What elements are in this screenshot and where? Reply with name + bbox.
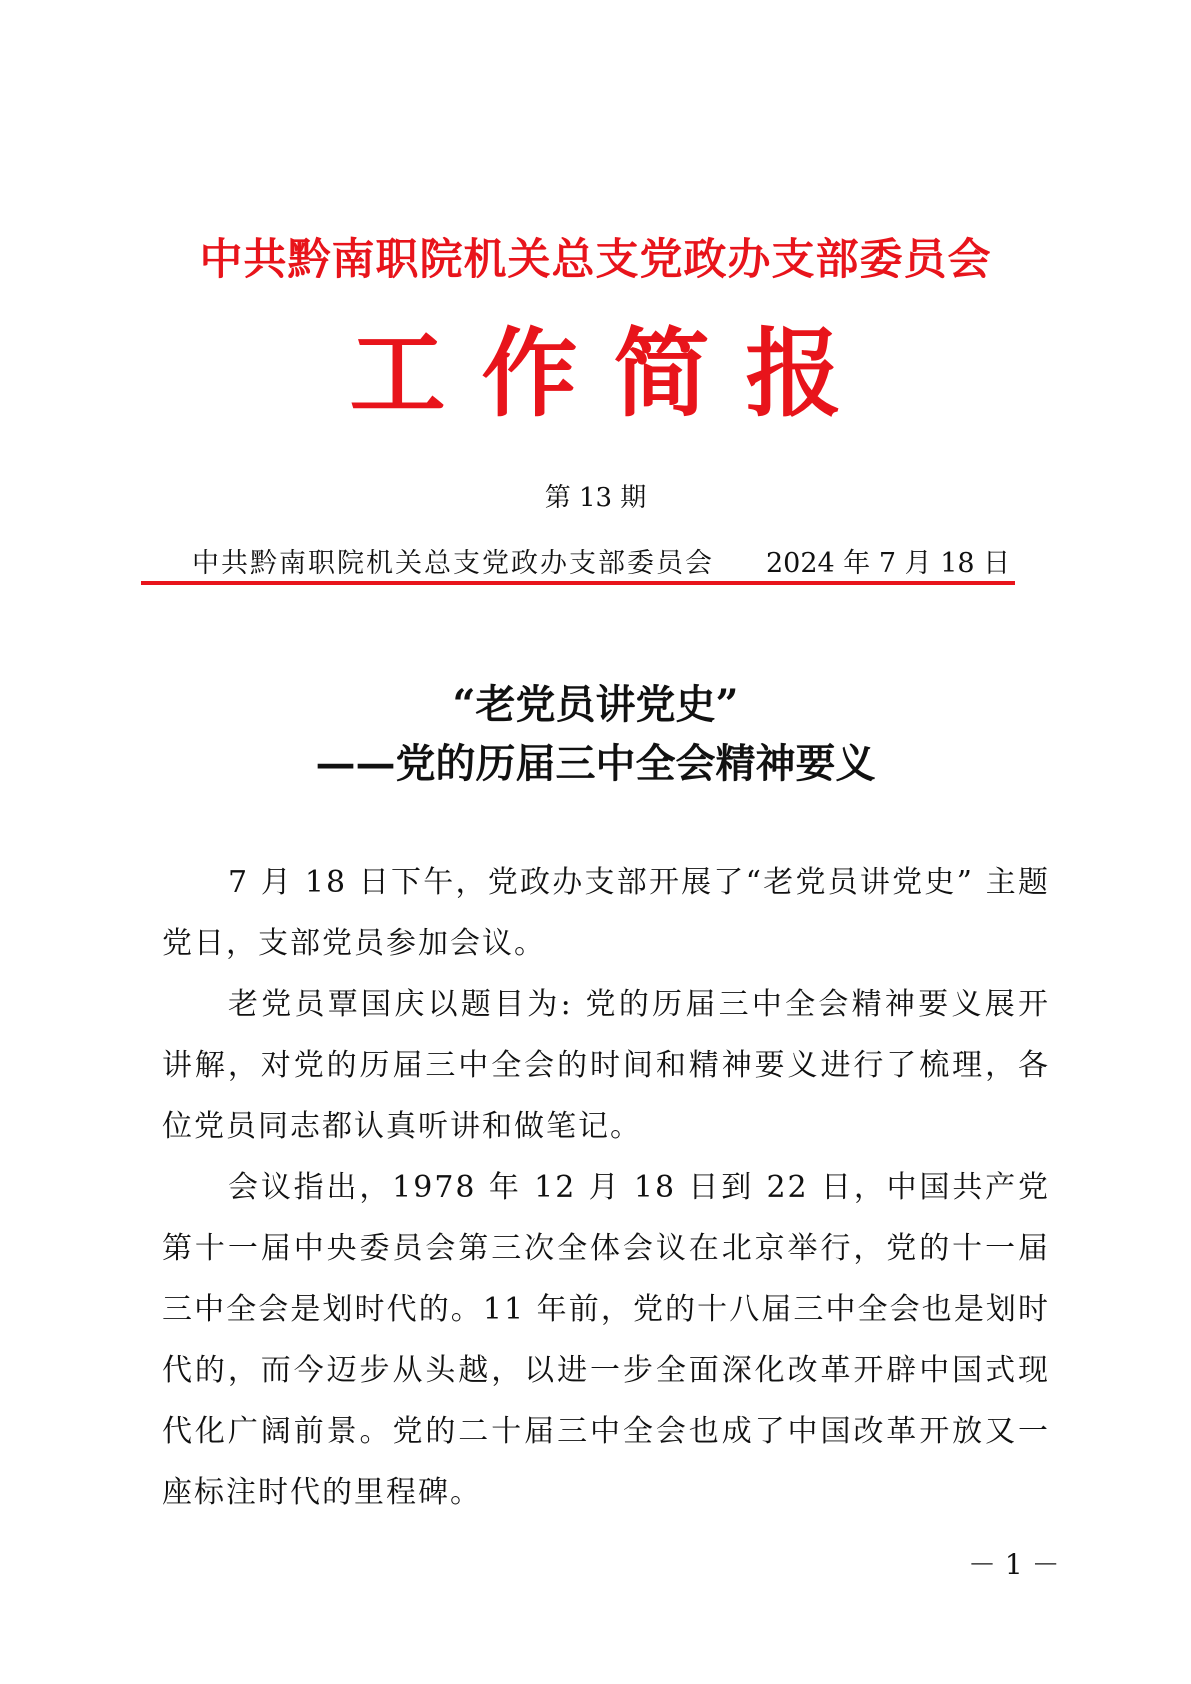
paragraph-2: 老党员覃国庆以题目为: 党的历届三中全会精神要义展开讲解，对党的历届三中全会的时间和精神要义进行了梳理，各位党员同志都认真听讲和做笔记。 [162, 987, 1050, 1144]
issuer-line: 中共黔南职院机关总支党政办支部委员会 [192, 548, 714, 579]
issue-number: 第 13 期 [544, 483, 647, 513]
red-divider [141, 581, 1015, 585]
page-number: － 1 － [968, 1548, 1060, 1581]
article-body [162, 852, 1050, 1523]
paragraph-3: 会议指出，1978 年 12 月 18 日到 22 日，中国共产党第十一届中央委员会第三次全体会议在北京举行，党的十一届三中全会是划时代的。11 年前，党的十八届三中全会也是划时代的，而今迈步从头越，以进一步全面深化改革开辟中国式现代化广阔前景。党的二十届三中全会也成了中国改革开放又一座标注时代的里程碑。 [162, 1170, 1050, 1510]
issue-date: 2024 年 7 月 18 日 [766, 548, 1011, 579]
article-subtitle: ——党的历届三中全会精神要义 [315, 740, 876, 787]
paragraph-1: 7 月 18 日下午，党政办支部开展了“老党员讲党史” 主题党日，支部党员参加会议。 [162, 865, 1050, 961]
organization-header: 中共黔南职院机关总支党政办支部委员会 [199, 235, 992, 285]
article-title: “老党员讲党史” [452, 681, 739, 728]
bulletin-title: 工作简报 [349, 317, 878, 430]
